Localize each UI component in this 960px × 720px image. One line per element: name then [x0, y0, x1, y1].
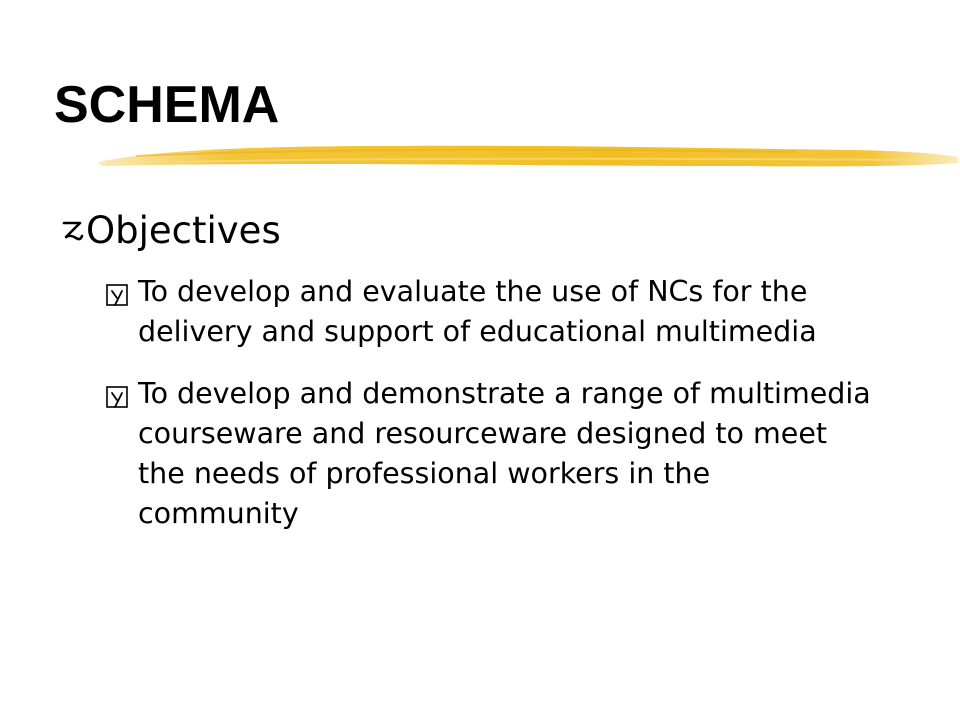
y-bullet-icon [104, 382, 134, 408]
highlighter-underline [96, 136, 960, 176]
list-item-text: To develop and demonstrate a range of multimedia courseware and resourceware designed to meet the needs of professional workers in the community [138, 377, 871, 530]
y-bullet-icon [104, 280, 134, 306]
list-item-text: To develop and evaluate the use of NCs for the delivery and support of educational multimedia [138, 275, 817, 348]
slide-title: SCHEMA [54, 76, 280, 134]
list-item [104, 374, 878, 534]
z-bullet-icon [60, 214, 86, 248]
list-item [104, 272, 878, 352]
objectives-list [104, 272, 904, 556]
objectives-heading [60, 208, 281, 254]
objectives-heading-text: Objectives [86, 209, 281, 252]
